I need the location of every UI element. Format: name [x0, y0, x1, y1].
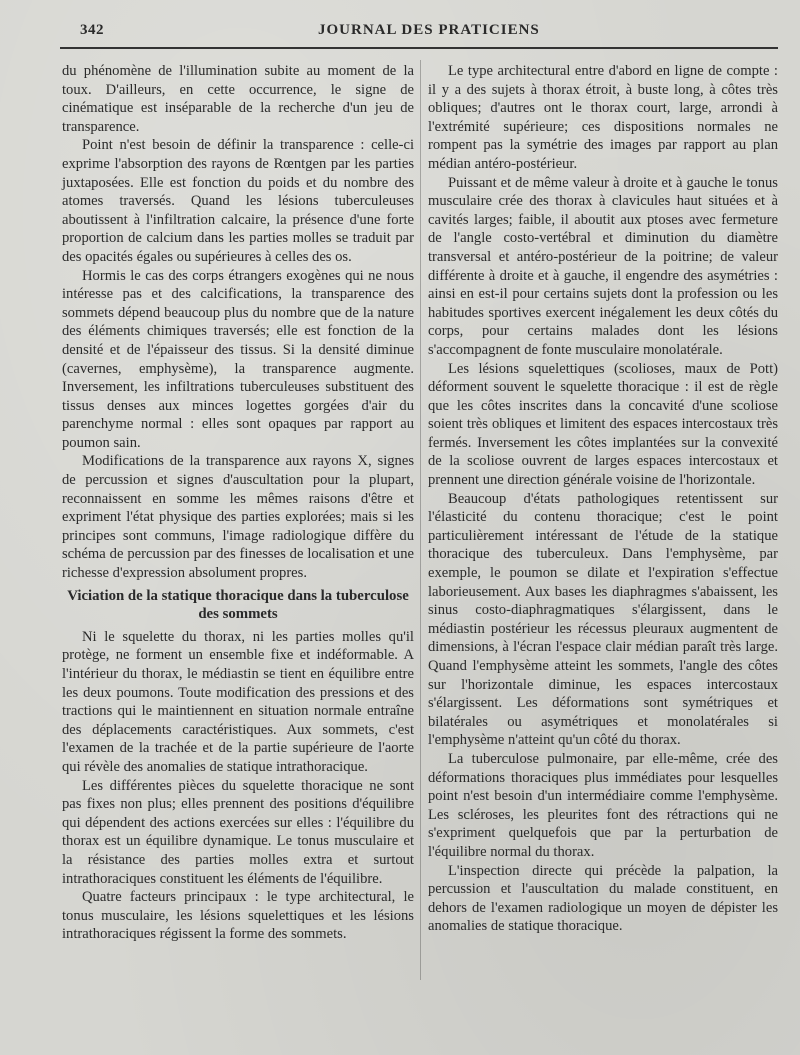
paragraph: Quatre facteurs principaux : le type architectural, le tonus musculaire, les lésions squelettiques et les lésions intrathoraciques régissent la forme des sommets.: [62, 889, 414, 943]
left-column: [62, 62, 414, 944]
right-column: [428, 62, 778, 936]
running-title: JOURNAL DES PRATICIENS: [318, 22, 540, 38]
paragraph: du phénomène de l'illumination subite au moment de la toux. D'ailleurs, en cette occurrence, le signe de cinématique est inséparable de la recherche d'un jeu de transparence.: [62, 63, 414, 135]
paragraph: Les lésions squelettiques (scolioses, maux de Pott) déforment souvent le squelette thoracique : il est de règle que les côtes inscrites dans la concavité d'une scoliose soient très obliques et limitent des espaces intercostaux très fermés. Inversement les côtes implantées sur la convexité de la scoliose ouvrent de larges espaces intercostaux et prennent une direction générale voisine de l'horizontale.: [428, 360, 778, 489]
paragraph: La tuberculose pulmonaire, par elle-même, crée des déformations thoraciques plus immédiates pour lesquelles point n'est besoin d'un intermédiaire comme l'emphysème. Les scléroses, les pleurites font des rétractions qui ne s'expriment quelquefois que par la perturbation de l'équilibre normal du thorax.: [428, 750, 778, 860]
paragraph: Ni le squelette du thorax, ni les parties molles qu'il protège, ne forment un ensemble fixe et indéformable. A l'intérieur du thorax, le médiastin se tient en équilibre entre les deux poumons. Toute modification des pressions et des tractions qui le maintiennent en situation normale entraîne des déplacements caractéristiques. Aux sommets, c'est l'examen de la trachée et de la partie supérieure de l'aorte qui révèle des anomalies de statique intrathoracique.: [62, 628, 414, 775]
paragraph: Le type architectural entre d'abord en ligne de compte : il y a des sujets à thorax étroit, à buste long, à côtes très obliques; d'autres ont le thorax court, large, arrondi à l'extrémité supérieure; ces dispositions normales ne rompent pas la symétrie des images par rapport au plan médian antéro-postérieur.: [428, 63, 778, 172]
paragraph: Modifications de la transparence aux rayons X, signes de percussion et signes d'auscultation pour la plupart, reconnaissent en somme les mêmes raisons d'être et expriment l'état physique des parties explorées; mais si les principes sont communs, l'image radiologique diffère du schéma de percussion par des finesses de localisation et une richesse d'expression absolument propres.: [62, 453, 414, 582]
header-rule: [60, 47, 778, 49]
column-divider: [420, 60, 421, 980]
paragraph: L'inspection directe qui précède la palpation, la percussion et l'auscultation du malade constituent, en dehors de l'examen radiologique un moyen de dépister les anomalies de statique thoracique.: [428, 862, 778, 935]
page-number: 342: [80, 22, 104, 38]
paragraph: Hormis le cas des corps étrangers exogènes qui ne nous intéresse pas et des calcifications, la transparence des sommets dépend beaucoup plus du nombre que de la nature des éléments chimiques traversés; elle est fonction de la densité et de l'épaisseur des tissus. Si la densité diminue (cavernes, emphysème), la transparence augmente. Inversement, les infiltrations tuberculeuses substituent des tissus denses aux minces logettes gorgées d'air du parenchyme normal : elles sont opaques par rapport au poumon sain.: [62, 267, 414, 451]
paragraph: Les différentes pièces du squelette thoracique ne sont pas fixes non plus; elles prennent des positions d'équilibre qui dépendent des actions exercées sur elles : l'équilibre du thorax est un équilibre dynamique. Le tonus musculaire et la résistance des parties molles extra et surtout intrathoraciques constituent les éléments de l'équilibre.: [62, 777, 414, 887]
page-header: [60, 22, 775, 44]
paragraph: Beaucoup d'états pathologiques retentissent sur l'élasticité du contenu thoracique; c'est le point particulièrement intéressant de l'étude de la statique thoracique des tuberculeux. Dans l'emphysème, par exemple, le poumon se dilate et l'expiration s'effectue laborieusement. Aux bases les diaphragmes s'abaissent, les sinus costo-diaphragmatiques s'élargissent, dans le médiastin postérieur les récessus pleuraux augmentent de dimensions, à l'écran l'espace clair médian paraît très large. Quand l'emphysème atteint les sommets, l'angle des côtes sur l'horizontale diminue, les espaces intercostaux s'élargissent. Les déformations sont symétriques et bilatérales ou asymétriques et monolatérales si l'emphysème n'atteint qu'un côté du thorax.: [428, 490, 778, 749]
paragraph: Puissant et de même valeur à droite et à gauche le tonus musculaire crée des thorax à clavicules haut situées et à cavités larges; faible, il aboutit aux ptoses avec fermeture de l'angle costo-vertébral et diminution du diamètre transversal et antéro-postérieur de la poitrine; de valeur différente à droite et à gauche, il engendre des asymétries : ainsi en est-il pour certains sujets dont la profession ou les habitudes sportives exercent inégalement les deux côtés du corps, pour certains malades dont les lésions s'accompagnent de fonte musculaire monolatérale.: [428, 174, 778, 358]
paragraph: Point n'est besoin de définir la transparence : celle-ci exprime l'absorption des rayons de Rœntgen par les parties juxtaposées. Elle est fonction du poids et du nombre des atomes traversés. Quand les lésions tuberculeuses aboutissent à l'infiltration calcaire, la présence d'une forte proportion de calcium dans les parties molles se traduit par des opacités égales ou supérieures à celles des os.: [62, 137, 414, 265]
section-heading: Viciation de la statique thoracique dans la tuberculose des sommets: [67, 587, 409, 623]
